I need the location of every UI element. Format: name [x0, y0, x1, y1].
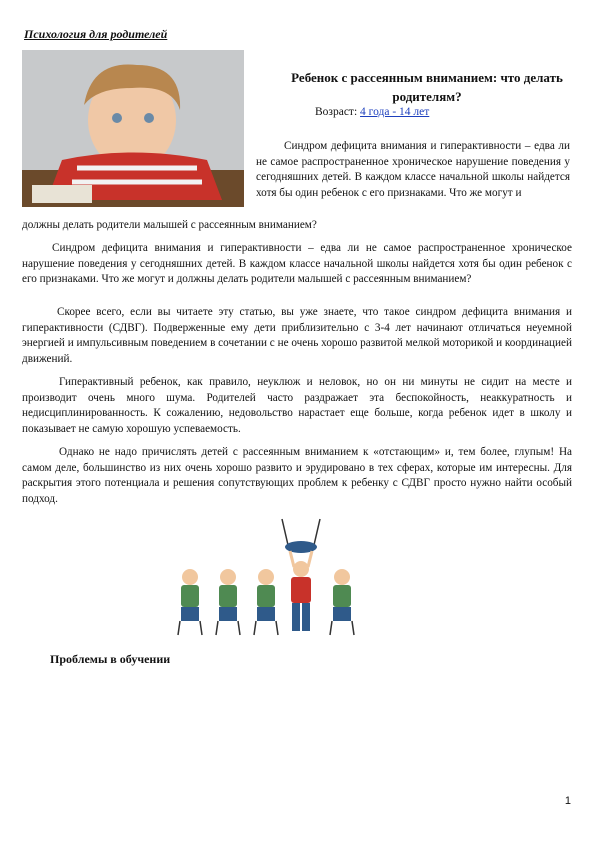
seated-child-3	[254, 569, 278, 635]
body-paragraph-1: Синдром дефицита внимания и гиперактивности – едва ли не самое распространенное хроническое нарушение поведения у сегодняшних детей. В каждом классе начальной школы найдется хотя бы один ребенок с его признаками. Что же могут и должны делать родители малышей с рассеянным вниманием?	[22, 242, 572, 286]
seated-child-4	[330, 569, 354, 635]
body-paragraph-3: Гиперактивный ребенок, как правило, неуклюж и неловок, но он ни минуты не сидит на месте и производит очень много шума. Родителей часто раздражает эта беспокойность, неаккуратность и недисциплинированность. К сожалению, недовольство нарастает еще больше, когда ребенок идет в школу и показывает не самую хорошую успеваемость.	[22, 376, 572, 435]
page-number: 1	[564, 795, 571, 807]
standing-child-with-chair	[282, 519, 320, 631]
age-link[interactable]: 4 года - 14 лет	[360, 106, 430, 118]
intro-paragraph-continued: должны делать родители малышей с рассеянным вниманием?	[22, 219, 317, 231]
seated-child-1	[178, 569, 202, 635]
section-subheading: Проблемы в обучении	[50, 652, 171, 666]
boy-photo	[22, 50, 244, 207]
age-line	[315, 106, 429, 118]
article-title: Ребенок с рассеянным вниманием: что делать родителям?	[291, 70, 563, 104]
section-label: Психология для родителей	[24, 27, 168, 41]
intro-paragraph: Синдром дефицита внимания и гиперактивности – едва ли не самое распространенное хроническое нарушение поведения у сегодняшних детей. В каждом классе начальной школы найдется хотя бы один ребенок с его признаками. Что же могут и	[256, 140, 570, 199]
seated-child-2	[216, 569, 240, 635]
body-paragraph-2: Скорее всего, если вы читаете эту статью, вы уже знаете, что такое синдром дефицита внимания и гиперактивности (СДВГ). Подверженные ему дети приблизительно с 3-4 лет начинают отличаться неуемной энергией и импульсивным поведением в сочетании с не очень хорошо развитой мелкой моторикой и координацией движений.	[22, 306, 572, 365]
age-label: Возраст:	[315, 106, 361, 118]
body-paragraph-4: Однако не надо причислять детей с рассеянным вниманием к «отстающим» и, тем более, глупым! На самом деле, большинство из них очень хорошо развито и эрудировано в тех сферах, которые им интересны. Для раскрытия этого потенциала и решения сопутствующих проблем к ребенку с СДВГ просто нужно найти особый подход.	[22, 446, 572, 505]
kids-illustration	[170, 515, 365, 650]
